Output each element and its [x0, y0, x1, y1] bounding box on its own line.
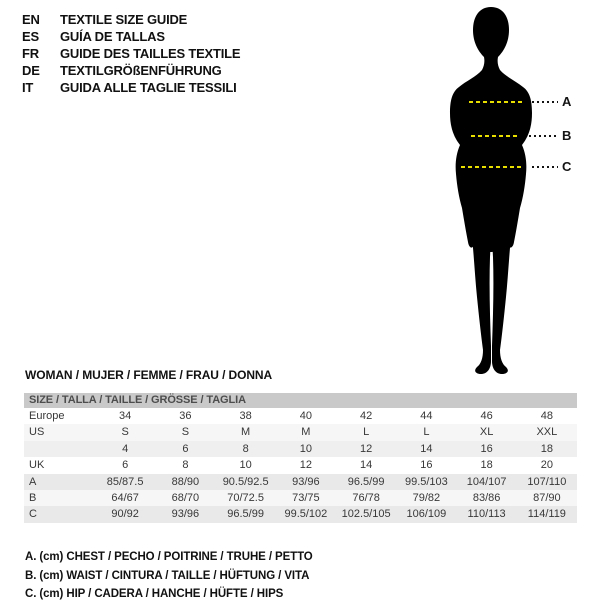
- table-cell: L: [423, 426, 430, 439]
- table-cell: 16: [420, 459, 433, 472]
- row-label: [24, 441, 95, 457]
- table-cell: 73/75: [292, 491, 320, 504]
- table-cell: 114/119: [527, 508, 566, 521]
- table-cell: 14: [420, 442, 433, 455]
- table-cell: 34: [119, 410, 132, 422]
- table-row-uk: [24, 457, 577, 473]
- table-cell: 40: [299, 410, 312, 422]
- table-cell: 79/82: [412, 491, 441, 504]
- language-code: FR: [22, 46, 39, 61]
- table-cell: 12: [360, 442, 373, 455]
- section-title-woman: WOMAN / MUJER / FEMME / FRAU / DONNA: [25, 368, 273, 382]
- table-cell: 96.5/99: [227, 508, 264, 521]
- table-cell: 90.5/92.5: [222, 475, 269, 488]
- table-cell: 102.5/105: [341, 508, 391, 521]
- language-code: EN: [22, 12, 40, 27]
- table-cell: XXL: [536, 426, 558, 439]
- woman-silhouette-figure: [445, 5, 555, 375]
- language-row-de: [22, 62, 240, 79]
- table-cell: 106/109: [406, 508, 447, 521]
- language-title: GUIDE DES TAILLES TEXTILE: [60, 46, 241, 61]
- language-code: DE: [22, 63, 40, 78]
- table-cell: 16: [480, 442, 493, 455]
- table-cell: 46: [480, 410, 493, 422]
- language-title: TEXTILGRÖßENFÜHRUNG: [60, 63, 222, 78]
- table-cell: L: [363, 426, 370, 439]
- waist-measure-line: [471, 135, 519, 137]
- table-cell: 96.5/99: [347, 475, 385, 488]
- table-cell: 64/67: [111, 491, 139, 504]
- table-cell: 20: [540, 459, 553, 472]
- table-cell: 38: [239, 410, 252, 422]
- table-cell: 70/72.5: [227, 491, 264, 504]
- table-cell: 6: [182, 442, 189, 455]
- language-title: GUIDA ALLE TAGLIE TESSILI: [60, 80, 237, 95]
- table-row-europe: [24, 408, 577, 424]
- table-cell: 14: [360, 459, 373, 472]
- chest-measure-line: [469, 101, 522, 103]
- table-cell: 18: [540, 442, 553, 455]
- language-row-fr: [22, 45, 240, 62]
- table-cell: 85/87.5: [106, 475, 144, 488]
- table-cell: 8: [242, 442, 249, 455]
- legend-hip: C. (cm) HIP / CADERA / HANCHE / HÜFTE / HIPS: [25, 588, 284, 601]
- language-title: TEXTILE SIZE GUIDE: [60, 12, 188, 27]
- table-cell: 4: [122, 442, 129, 455]
- table-cell: S: [121, 426, 129, 439]
- table-cell: 104/107: [466, 475, 507, 488]
- table-cell: 42: [360, 410, 373, 422]
- table-cell: 93/96: [292, 475, 320, 488]
- woman-silhouette-icon: [445, 5, 555, 375]
- table-cell: S: [181, 426, 190, 439]
- legend-waist: B. (cm) WAIST / CINTURA / TAILLE / HÜFTUNG / VITA: [25, 569, 310, 582]
- hip-label: C: [562, 159, 572, 174]
- table-cell: 99.5/102: [284, 508, 328, 521]
- language-row-es: [22, 28, 240, 45]
- table-cell: 12: [299, 459, 312, 472]
- language-title: GUÍA DE TALLAS: [60, 29, 165, 44]
- table-cell: 93/96: [171, 508, 200, 521]
- legend-chest: A. (cm) CHEST / PECHO / POITRINE / TRUHE / PETTO: [25, 551, 313, 563]
- size-table: [24, 393, 577, 523]
- table-cell: 76/78: [352, 491, 380, 504]
- hip-measure-line: [461, 166, 524, 168]
- table-cell: 110/113: [467, 508, 506, 521]
- measurement-legend: [25, 548, 313, 604]
- row-label: A: [29, 475, 37, 488]
- table-cell: 36: [179, 410, 192, 422]
- chest-label: A: [562, 94, 572, 109]
- language-row-it: [22, 79, 240, 96]
- table-row-us: [24, 424, 577, 440]
- table-cell: 10: [299, 442, 312, 455]
- size-table-header: SIZE / TALLA / TAILLE / GRÖSSE / TAGLIA: [24, 393, 577, 408]
- table-row-hip-c: [24, 506, 577, 522]
- row-label: B: [29, 491, 37, 504]
- table-cell: 10: [239, 459, 252, 472]
- waist-leader-line: [529, 135, 558, 137]
- table-cell: XL: [479, 426, 494, 439]
- table-cell: 88/90: [171, 475, 200, 488]
- hip-leader-line: [532, 166, 558, 168]
- table-cell: 87/90: [533, 491, 561, 504]
- table-cell: 90/92: [111, 508, 139, 521]
- table-cell: 18: [480, 459, 493, 472]
- table-cell: 99.5/103: [404, 475, 448, 488]
- waist-label: B: [562, 128, 572, 143]
- table-cell: M: [241, 426, 251, 439]
- row-label: C: [29, 508, 37, 521]
- table-row-chest-a: [24, 474, 577, 490]
- row-label: UK: [29, 459, 45, 472]
- table-cell: 83/86: [472, 491, 501, 504]
- row-label: Europe: [29, 410, 65, 422]
- table-cell: M: [301, 426, 311, 439]
- table-cell: 6: [122, 459, 129, 472]
- language-code: IT: [22, 80, 34, 95]
- row-label: US: [29, 426, 45, 439]
- table-cell: 8: [182, 459, 189, 472]
- table-cell: 44: [420, 410, 433, 422]
- table-cell: 48: [540, 410, 553, 422]
- table-cell: 68/70: [171, 491, 200, 504]
- table-cell: 107/110: [527, 475, 567, 488]
- chest-leader-line: [532, 101, 558, 103]
- language-title-list: [22, 11, 240, 96]
- language-row-en: [22, 11, 240, 28]
- table-row-us-numeric: [24, 441, 577, 457]
- language-code: ES: [22, 29, 39, 44]
- table-row-waist-b: [24, 490, 577, 506]
